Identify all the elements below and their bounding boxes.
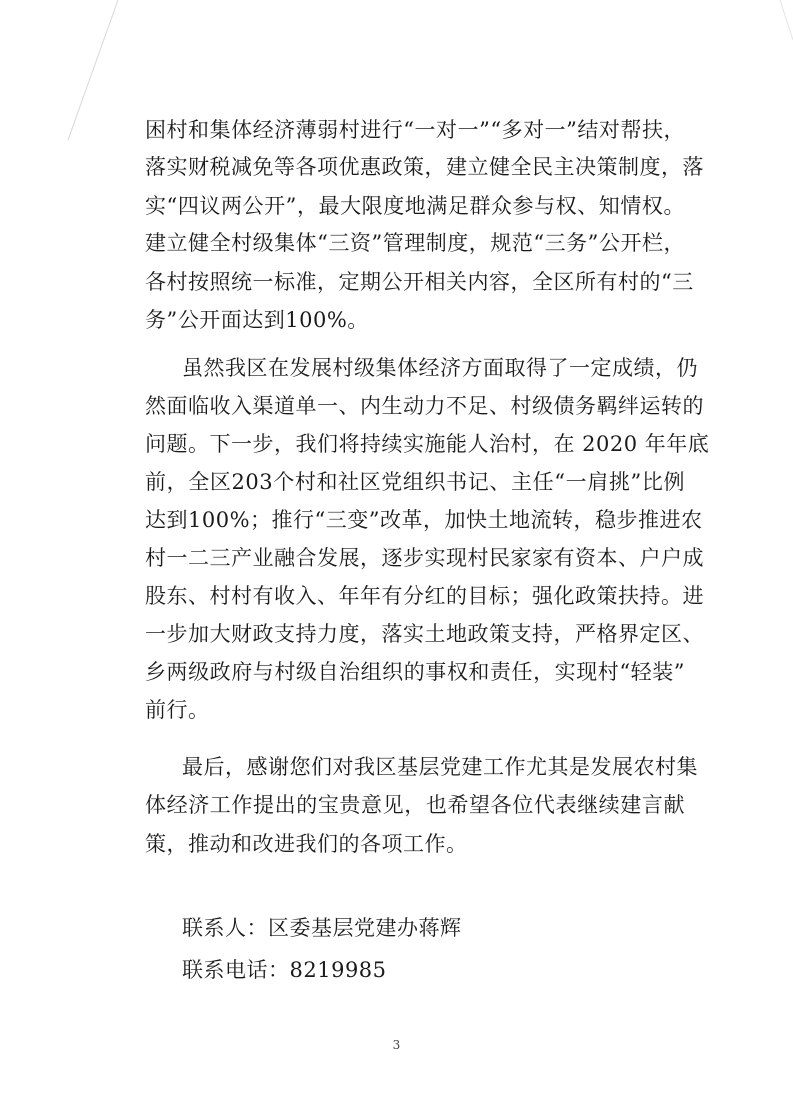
text-line: 建立健全村级集体“三资”管理制度，规范“三务”公开栏， (145, 231, 685, 255)
text-line: 前，全区203个村和社区党组织书记、主任“一肩挑”比例 (145, 470, 685, 494)
contact-phone: 联系电话：8219985 (182, 958, 387, 982)
text-line: 体经济工作提出的宝贵意见，也希望各位代表继续建言献 (145, 793, 685, 817)
text-line: 达到100%；推行“三变”改革，加快土地流转，稳步推进农 (145, 508, 703, 532)
contact-person: 联系人：区委基层党建办蒋辉 (182, 916, 462, 940)
text-line: 各村按照统一标准，定期公开相关内容，全区所有村的“三 (145, 270, 694, 294)
text-line: 务”公开面达到100%。 (145, 308, 369, 332)
text-line: 最后，感谢您们对我区基层党建工作尤其是发展农村集 (182, 755, 698, 779)
text-line: 实“四议两公开”，最大限度地满足群众参与权、知情权。 (145, 194, 685, 218)
text-line: 落实财税减免等各项优惠政策，建立健全民主决策制度，落 (145, 155, 704, 179)
text-line: 股东、村村有收入、年年有分红的目标；强化政策扶持。进 (145, 584, 704, 608)
text-line: 虽然我区在发展村级集体经济方面取得了一定成绩，仍 (182, 356, 698, 380)
text-line: 然面临收入渠道单一、内生动力不足、村级债务羁绊运转的 (145, 394, 704, 418)
text-line: 问题。下一步，我们将持续实施能人治村，在 2020 年年底 (145, 432, 710, 456)
text-line: 乡两级政府与村级自治组织的事权和责任，实现村“轻装” (145, 660, 685, 684)
text-line: 一步加大财政支持力度，落实土地政策支持，严格界定区、 (145, 622, 704, 646)
page-number: 3 (392, 1038, 401, 1052)
text-line: 前行。 (145, 698, 210, 722)
text-line: 村一二三产业融合发展，逐步实现村民家家有资本、户户成 (145, 546, 704, 570)
text-line: 策，推动和改进我们的各项工作。 (145, 832, 468, 856)
text-line: 困村和集体经济薄弱村进行“一对一”“多对一”结对帮扶， (145, 118, 685, 142)
